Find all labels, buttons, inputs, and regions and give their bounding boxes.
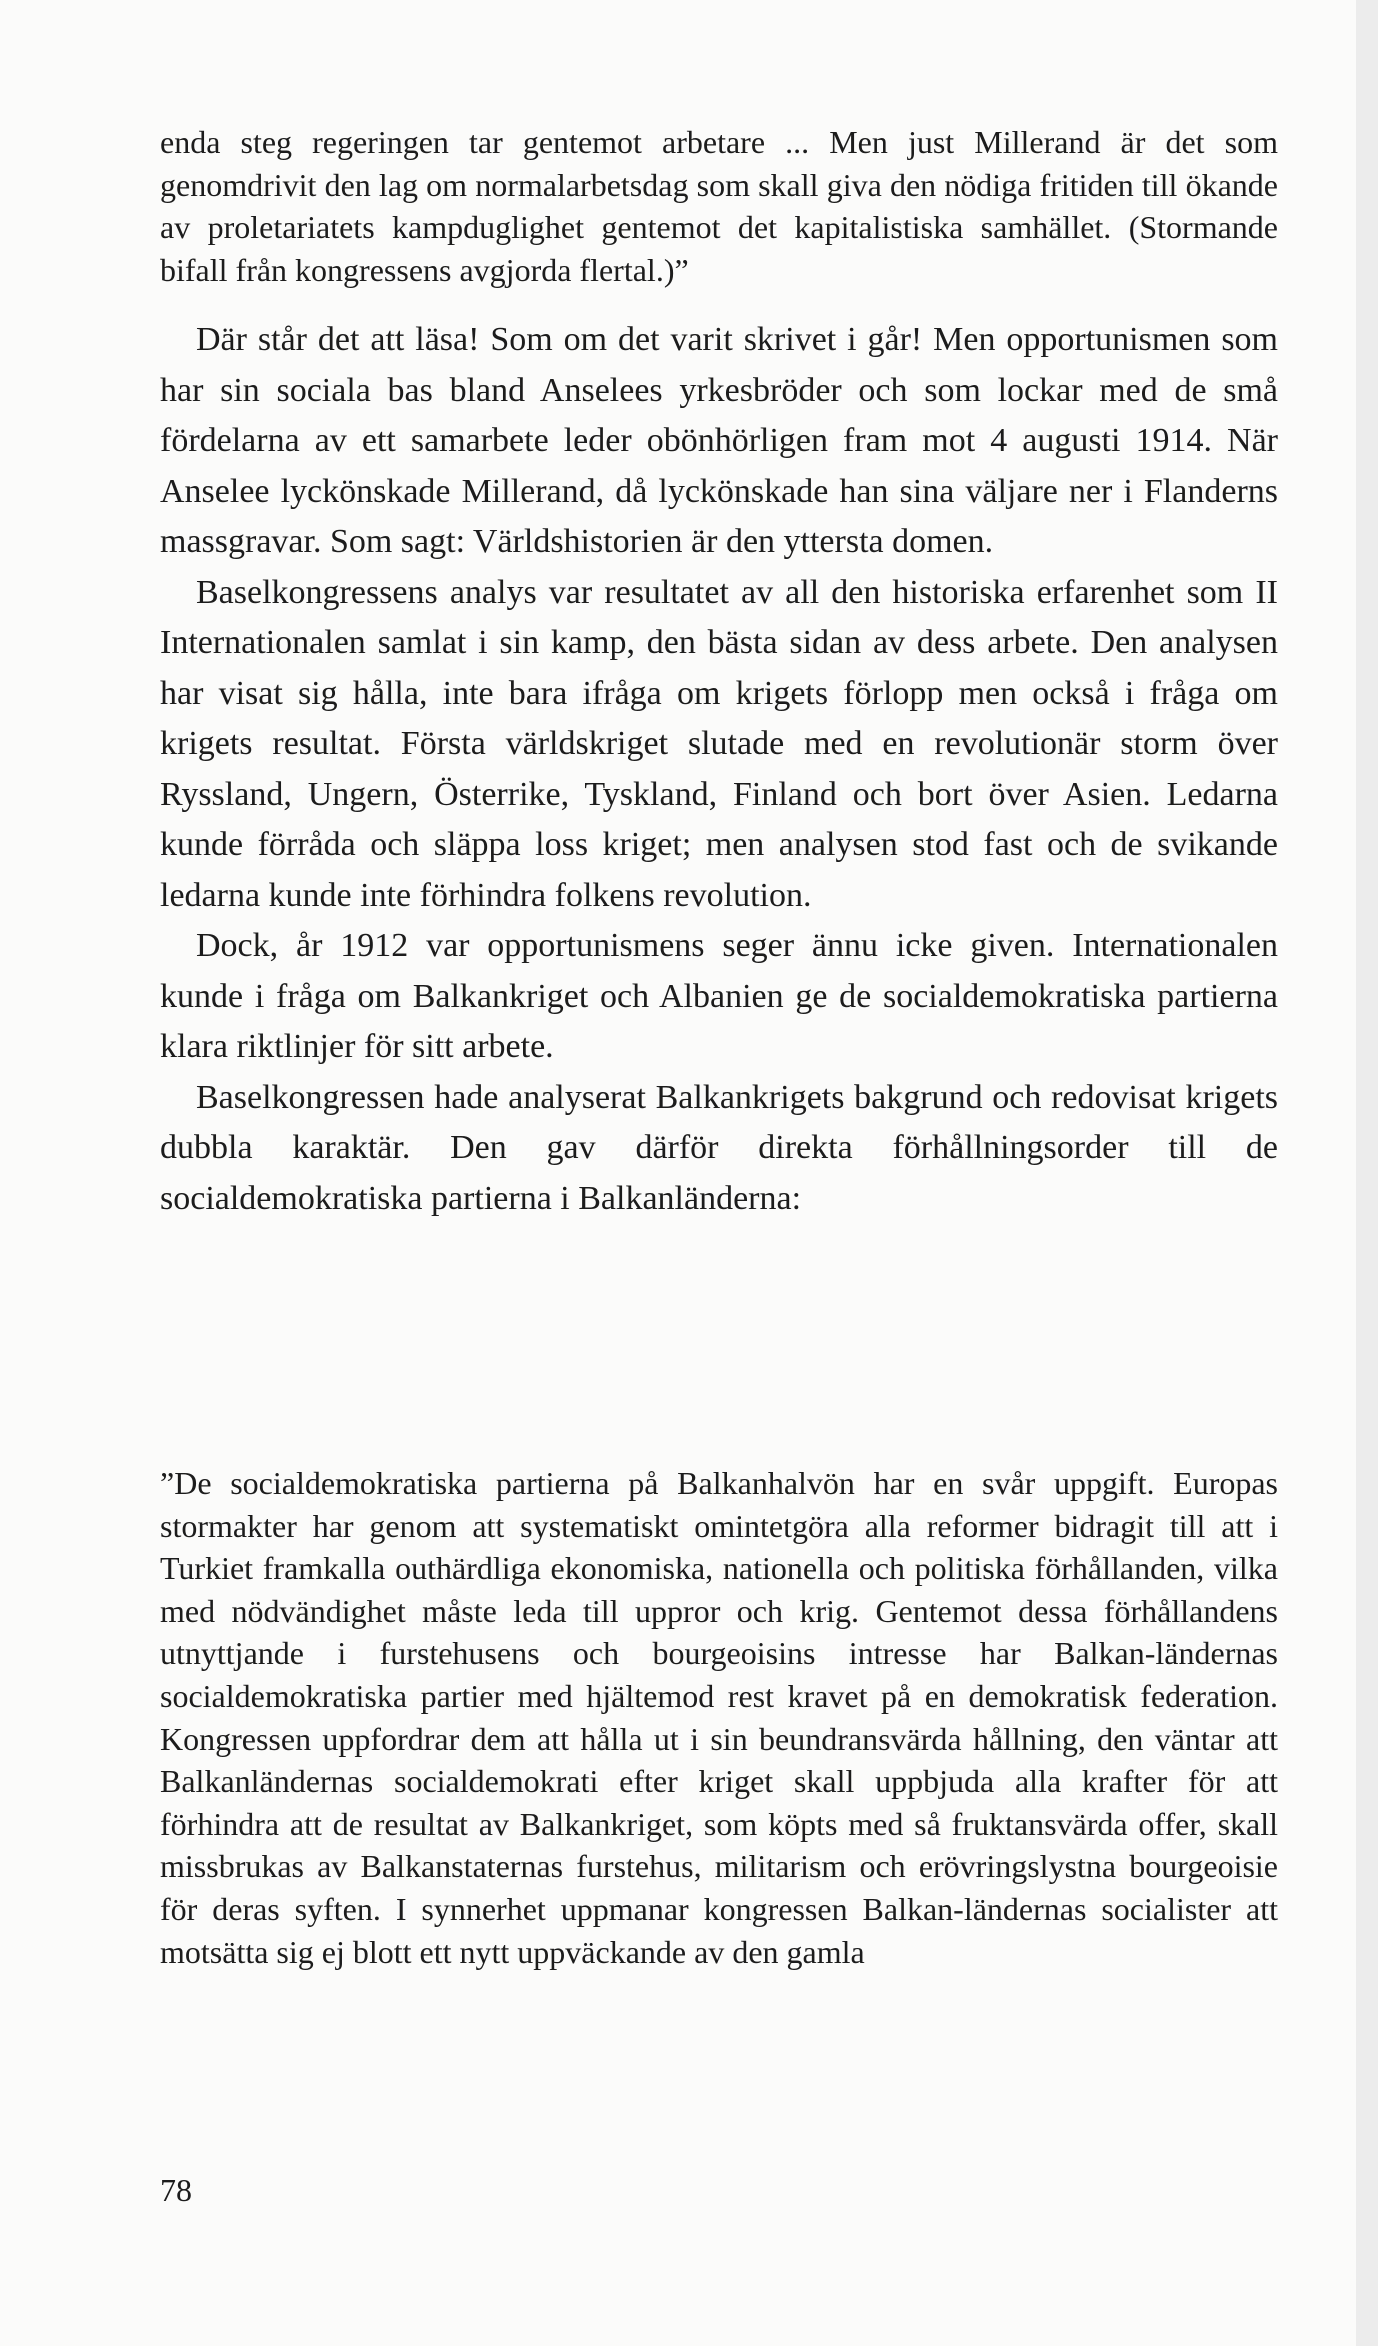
opening-quote-continuation: enda steg regeringen tar gentemot arbetare ... Men just Millerand är det som genomdrivit den lag om normalarbetsdag som skall giva den nödiga fritiden till ökande av proletariatets kampduglighet gentemot det kapitalistiska samhället. (Stormande bifall från kongressens avgjorda flertal.)” <box>160 124 1278 288</box>
paragraph-3: Dock, år 1912 var opportunismens seger ännu icke given. Internationalen kunde i fråga om Balkankriget och Albanien ge de socialdemokratiska partierna klara riktlinjer för sitt arbete. <box>160 927 1278 1066</box>
page-edge-shadow <box>1356 0 1378 2346</box>
block-quote <box>160 1462 1278 1973</box>
main-text-block <box>160 121 1278 1224</box>
paragraph-4: Baselkongressen hade analyserat Balkankrigets bakgrund och redovisat krigets dubbla karaktär. Den gav därför direkta förhållningsorder till de socialdemokratiska partierna i Balkanländerna: <box>160 1078 1278 1217</box>
page-number: 78 <box>160 2172 192 2208</box>
paragraph-2: Baselkongressens analys var resultatet av all den historiska erfarenhet som II Internationalen samlat i sin kamp, den bästa sidan av dess arbete. Den analysen har visat sig hålla, inte bara ifråga om krigets förlopp men också i fråga om krigets resultat. Första världskriget slutade med en revolutionär storm över Ryssland, Ungern, Österrike, Tyskland, Finland och bort över Asien. Ledarna kunde förråda och släppa loss kriget; men analysen stod fast och de svikande ledarna kunde inte förhindra folkens revolution. <box>160 573 1278 914</box>
block-quote-text: ”De socialdemokratiska partierna på Balkanhalvön har en svår uppgift. Europas stormakter har genom att systematiskt omintetgöra alla reformer bidragit till att i Turkiet framkalla outhärdliga ekonomiska, nationella och politiska förhållanden, vilka med nödvändighet måste leda till uppror och krig. Gentemot dessa förhållandens utnyttjande i furstehusens och bourgeoisins intresse har Balkan-ländernas socialdemokratiska partier med hjältemod rest kravet på en demokratisk federation. Kongressen uppfordrar dem att hålla ut i sin beundransvärda hållning, den väntar att Balkanländernas socialdemokrati efter kriget skall uppbjuda alla krafter för att förhindra att de resultat av Balkankriget, som köpts med så fruktansvärda offer, skall missbrukas av Balkanstaternas furstehus, militarism och erövringslystna bourgeoisie för deras syften. I synnerhet uppmanar kongressen Balkan-ländernas socialister att motsätta sig ej blott ett nytt uppväckande av den gamla <box>160 1465 1278 1970</box>
paragraph-1: Där står det att läsa! Som om det varit skrivet i går! Men opportunismen som har sin sociala bas bland Anselees yrkesbröder och som lockar med de små fördelarna av ett samarbete leder obönhörligen fram mot 4 augusti 1914. När Anselee lyckönskade Millerand, då lyckönskade han sina väljare ner i Flanderns massgravar. Som sagt: Världshistorien är den yttersta domen. <box>160 321 1278 561</box>
